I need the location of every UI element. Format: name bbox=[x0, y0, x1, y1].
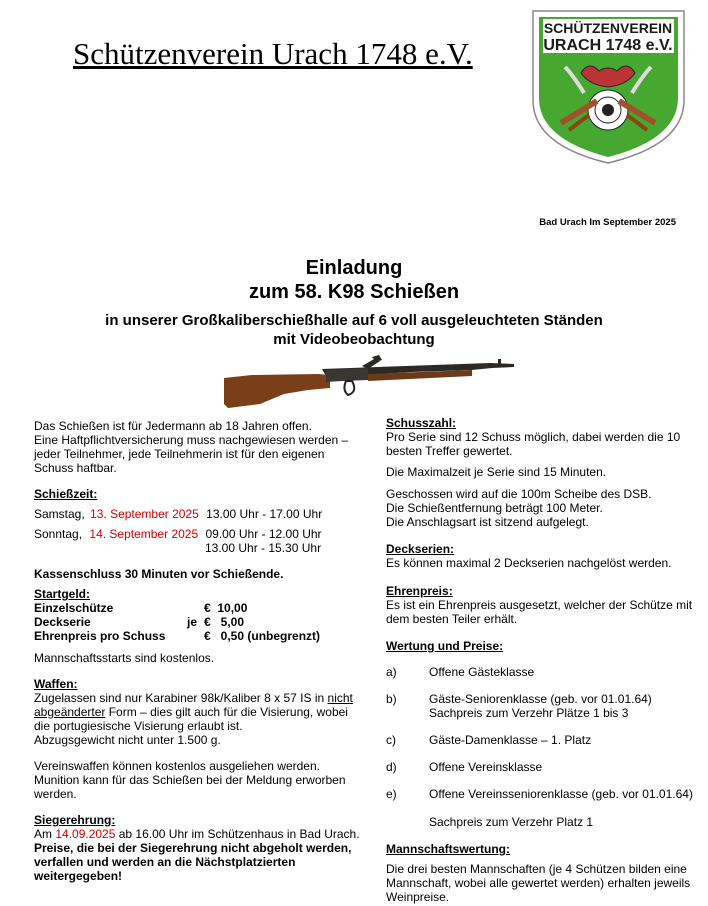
wertung-extra: Sachpreis zum Verzehr Platz 1 bbox=[429, 815, 594, 829]
svg-text:URACH 1748 e.V.: URACH 1748 e.V. bbox=[543, 37, 673, 54]
fee-table bbox=[34, 601, 360, 643]
deckserien-heading: Deckserien: bbox=[386, 542, 455, 556]
fee-row: Einzelschütze € 10,00 bbox=[34, 601, 248, 615]
rifle-image bbox=[222, 354, 514, 409]
schusszahl-text: Pro Serie sind 12 Schuss möglich, dabei werden die 10 besten Treffer gewertet. bbox=[386, 430, 681, 458]
siegerehrung-heading: Siegerehrung: bbox=[34, 813, 116, 827]
vereinswaffen-text: Vereinswaffen können kostenlos ausgeliehen werden. Munition kann für das Schießen bei der Meldung erworben werden. bbox=[34, 759, 346, 801]
target-text: Geschossen wird auf die 100m Scheibe des DSB. Die Schießentfernung beträgt 100 Meter. Die Anschlagsart ist sitzend aufgelegt. bbox=[386, 487, 652, 529]
subheadline bbox=[0, 311, 708, 349]
schedule-sunday: Sonntag, 14. September 2025 09.00 Uhr - 12.00 Uhr bbox=[34, 527, 322, 541]
list-item: e) Offene Vereinsseniorenklasse (geb. vor 01.01.64) bbox=[386, 787, 693, 801]
waffen-text: Zugelassen sind nur Karabiner 98k/Kaliber 8 x 57 IS in nicht abgeänderter Form – dies gilt auch für die Visierung, wobei die portugiesische Visierung erlaubt ist. Abzugsgewicht nicht unter 1.500 g. bbox=[34, 691, 353, 747]
logo-wordmark bbox=[543, 20, 672, 54]
max-time-text: Die Maximalzeit je Serie sind 15 Minuten. bbox=[386, 465, 607, 479]
waffen-heading: Waffen: bbox=[34, 677, 78, 691]
ehrenpreis-heading: Ehrenpreis: bbox=[386, 584, 453, 598]
deckserien-text: Es können maximal 2 Deckserien nachgelöst werden. bbox=[386, 556, 672, 570]
list-item: a) Offene Gästeklasse bbox=[386, 665, 535, 679]
schusszahl-heading: Schusszahl: bbox=[386, 416, 457, 430]
wertung-heading: Wertung und Preise: bbox=[386, 639, 504, 653]
schiesszeit-heading: Schießzeit: bbox=[34, 487, 98, 501]
team-starts-free: Mannschaftsstarts sind kostenlos. bbox=[34, 651, 215, 665]
headline bbox=[0, 256, 708, 304]
headline-invitation: Einladung bbox=[305, 257, 403, 279]
club-title: Schützenverein Urach 1748 e.V. bbox=[73, 36, 473, 71]
mannschaftswertung-text: Die drei besten Mannschaften (je 4 Schützen bilden eine Mannschaft, wobei alle gewertet werden) erhalten jeweils Weinpreise. bbox=[386, 862, 691, 904]
kassenschluss: Kassenschluss 30 Minuten vor Schießende. bbox=[34, 567, 284, 581]
subheadline-video: mit Videobeobachtung bbox=[273, 331, 435, 348]
list-item: d) Offene Vereinsklasse bbox=[386, 760, 543, 774]
mannschaftswertung-heading: Mannschaftswertung: bbox=[386, 842, 511, 856]
svg-text:SCHÜTZENVEREIN: SCHÜTZENVEREIN bbox=[543, 20, 673, 36]
intro-text: Das Schießen ist für Jedermann ab 18 Jahren offen. Eine Haftpflichtversicherung muss nachgewiesen werden – jeder Teilnehmer, jede Teilnehmerin ist für den eigenen Schuss haftbar. bbox=[34, 419, 349, 475]
club-logo bbox=[529, 5, 688, 167]
siegerehrung-date: Am 14.09.2025 ab 16.00 Uhr im Schützenhaus in Bad Urach. bbox=[34, 827, 360, 841]
siegerehrung-notice: Preise, die bei der Siegerehrung nicht abgeholt werden, verfallen und werden an die Nächstplatzierten weitergegeben! bbox=[34, 841, 352, 883]
ehrenpreis-text: Es ist ein Ehrenpreis ausgesetzt, welcher der Schütze mit dem besten Teiler erhält. bbox=[386, 598, 693, 626]
list-item: b) Gäste-Seniorenklasse (geb. vor 01.01.64) Sachpreis zum Verzehr Plätze 1 bis 3 bbox=[386, 692, 652, 720]
schedule-sunday-afternoon: 13.00 Uhr - 15.30 Uhr bbox=[205, 541, 322, 555]
fee-row: Deckserie je € 5,00 bbox=[34, 615, 245, 629]
subheadline-hall: in unserer Großkaliberschießhalle auf 6 voll ausgeleuchteten Ständen bbox=[105, 312, 603, 329]
right-column bbox=[386, 416, 698, 904]
startgeld-heading: Startgeld: bbox=[34, 587, 91, 601]
headline-event: zum 58. K98 Schießen bbox=[248, 281, 460, 303]
list-item: c) Gäste-Damenklasse – 1. Platz bbox=[386, 733, 592, 747]
schedule-saturday: Samstag, 13. September 2025 13.00 Uhr - 17.00 Uhr bbox=[34, 507, 323, 521]
fee-row: Ehrenpreis pro Schuss € 0,50 (unbegrenzt) bbox=[34, 629, 321, 643]
date-line: Bad Urach Im September 2025 bbox=[539, 217, 676, 228]
left-column bbox=[34, 419, 360, 883]
